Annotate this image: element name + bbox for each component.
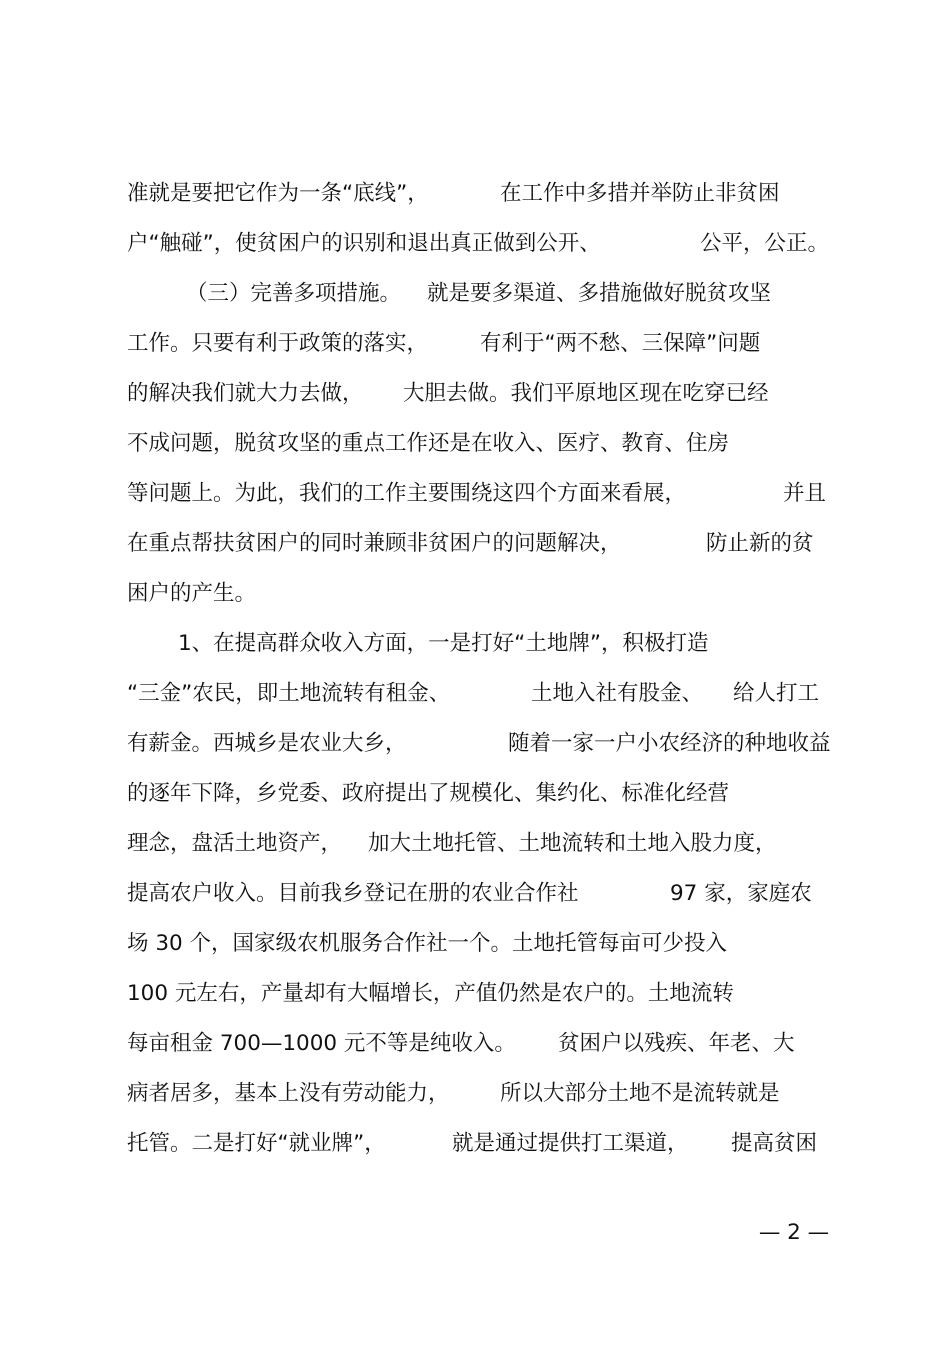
text-segment: 土地入社有股金、: [531, 681, 704, 706]
text-segment: 有薪金。西城乡是农业大乡，: [127, 731, 407, 756]
text-segment: 1、在提高群众收入方面，一是打好“土地牌”，积极打造: [178, 631, 709, 656]
text-segment: 托管。二是打好“就业牌”，: [127, 1131, 386, 1156]
page-number: — 2 —: [758, 1220, 830, 1245]
text-line: [0, 977, 950, 1011]
text-line: [0, 927, 950, 961]
text-segment: 病者居多，基本上没有劳动能力，: [127, 1081, 450, 1106]
text-segment: 并且: [783, 481, 827, 506]
text-line: [0, 527, 950, 561]
text-line: [0, 177, 950, 211]
text-segment: 户“触碰”，使贫困户的识别和退出真正做到公开、: [127, 231, 601, 256]
text-line: [0, 477, 950, 511]
text-segment: 提高贫困: [731, 1131, 818, 1156]
text-segment: 每亩租金 700—1000 元不等是纯收入。: [127, 1031, 516, 1056]
text-segment: 100 元左右，产量却有大幅增长，产值仍然是农户的。土地流转: [127, 981, 734, 1006]
text-segment: 等问题上。为此，我们的工作主要围绕这四个方面来看展，: [127, 481, 687, 506]
text-segment: 公平，公正。: [700, 231, 830, 256]
text-segment: 给人打工: [733, 681, 820, 706]
text-segment: 场 30 个，国家级农机服务合作社一个。土地托管每亩可少投入: [127, 931, 728, 956]
text-segment: 准就是要把它作为一条“底线”，: [127, 181, 429, 206]
text-line: [0, 227, 950, 261]
text-segment: “三金”农民，即土地流转有租金、: [127, 681, 451, 706]
text-segment: 97 家，家庭农: [670, 881, 812, 906]
text-line: [0, 377, 950, 411]
text-line: [0, 1127, 950, 1161]
text-segment: 理念，盘活土地资产，: [127, 831, 343, 856]
text-segment: 的解决我们就大力去做，: [127, 381, 364, 406]
text-segment: 在工作中多措并举防止非贫困: [500, 181, 780, 206]
text-segment: 困户的产生。: [127, 581, 257, 606]
text-line: [0, 627, 950, 661]
text-segment: 大胆去做。我们平原地区现在吃穿已经: [403, 381, 769, 406]
text-segment: 提高农户收入。目前我乡登记在册的农业合作社: [127, 881, 579, 906]
text-segment: 所以大部分土地不是流转就是: [500, 1081, 780, 1106]
text-line: [0, 427, 950, 461]
text-line: [0, 577, 950, 611]
text-line: [0, 777, 950, 811]
text-segment: 有利于“两不愁、三保障”问题: [480, 331, 761, 356]
text-line: [0, 277, 950, 311]
text-segment: 在重点帮扶贫困户的同时兼顾非贫困户的问题解决，: [127, 531, 622, 556]
text-segment: 贫困户以残疾、年老、大: [558, 1031, 795, 1056]
text-segment: 工作。只要有利于政策的落实，: [127, 331, 429, 356]
text-line: [0, 827, 950, 861]
text-segment: 加大土地托管、土地流转和土地入股力度，: [368, 831, 777, 856]
text-segment: 随着一家一户小农经济的种地收益: [508, 731, 831, 756]
text-segment: （三）完善多项措施。: [186, 281, 402, 306]
text-line: [0, 327, 950, 361]
text-segment: 就是要多渠道、多措施做好脱贫攻坚: [427, 281, 772, 306]
text-line: [0, 677, 950, 711]
text-segment: 不成问题，脱贫攻坚的重点工作还是在收入、医疗、教育、住房: [127, 431, 730, 456]
text-segment: 防止新的贫: [706, 531, 814, 556]
text-line: [0, 1027, 950, 1061]
text-line: [0, 1077, 950, 1111]
text-segment: 就是通过提供打工渠道，: [452, 1131, 689, 1156]
text-line: [0, 877, 950, 911]
text-segment: 的逐年下降，乡党委、政府提出了规模化、集约化、标准化经营: [127, 781, 730, 806]
text-line: [0, 727, 950, 761]
